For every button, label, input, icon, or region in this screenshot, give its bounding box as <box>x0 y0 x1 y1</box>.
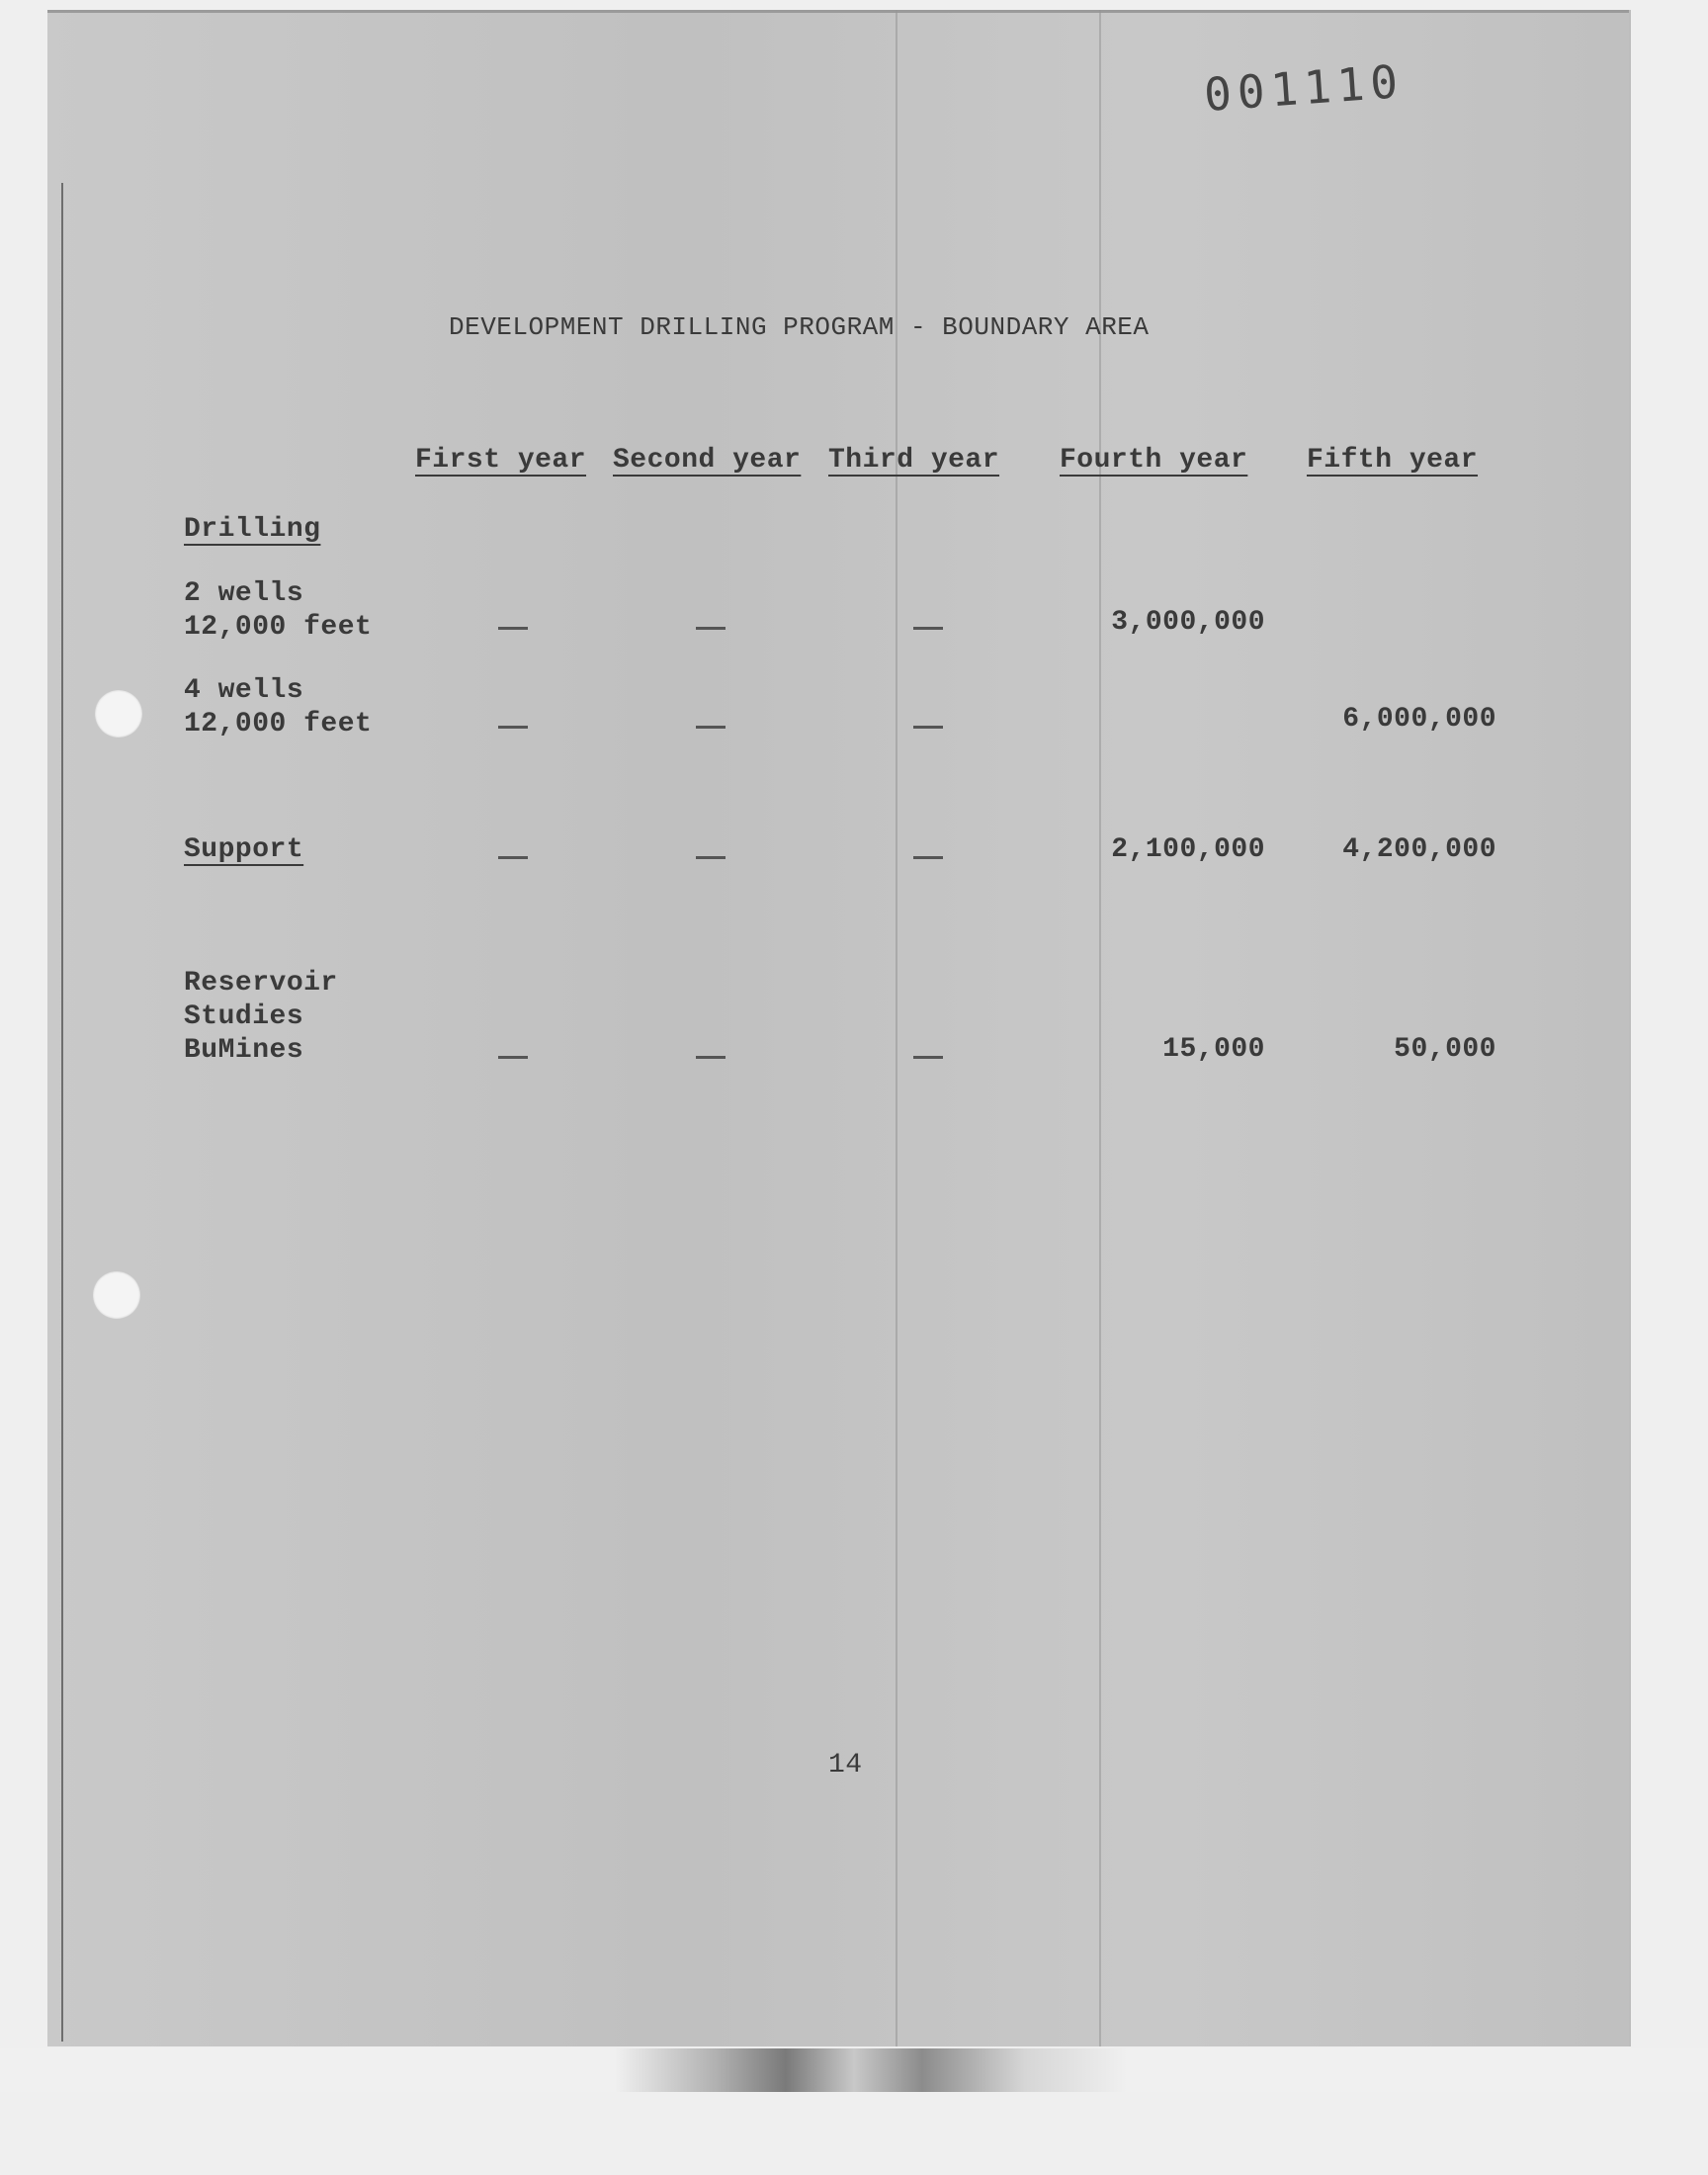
empty-cell-dash <box>913 856 943 859</box>
section-heading-drilling: Drilling <box>184 514 321 545</box>
empty-cell-dash <box>498 627 528 630</box>
row-label-line: Reservoir <box>184 968 338 999</box>
row-label-line: BuMines <box>184 1035 304 1066</box>
row-label-2-wells <box>184 577 372 645</box>
row-label-line: 12,000 feet <box>184 709 373 740</box>
cell-fourth-year: 2,100,000 <box>1111 834 1265 865</box>
empty-cell-dash <box>696 856 726 859</box>
empty-cell-dash <box>498 1056 528 1059</box>
empty-cell-dash <box>913 627 943 630</box>
punch-hole <box>93 1271 140 1319</box>
left-margin-rule <box>61 183 63 2042</box>
empty-cell-dash <box>913 726 943 729</box>
section-heading-support: Support <box>184 834 304 865</box>
column-header-third-year: Third year <box>828 445 1000 476</box>
column-header-first-year: First year <box>415 445 587 476</box>
cell-fifth-year: 6,000,000 <box>1342 704 1496 735</box>
cell-fifth-year: 4,200,000 <box>1342 834 1496 865</box>
paper-sheet <box>47 10 1631 2046</box>
empty-cell-dash <box>696 1056 726 1059</box>
page-number: 14 <box>828 1750 863 1781</box>
cell-fourth-year: 15,000 <box>1162 1034 1265 1065</box>
top-edge <box>47 10 1629 13</box>
empty-cell-dash <box>498 856 528 859</box>
column-header-fourth-year: Fourth year <box>1060 445 1248 476</box>
document-number-stamp: 001110 <box>1202 54 1406 122</box>
row-label-line: 2 wells <box>184 578 304 609</box>
empty-cell-dash <box>696 627 726 630</box>
row-label-reservoir-studies <box>184 967 338 1068</box>
cell-fifth-year: 50,000 <box>1394 1034 1496 1065</box>
cell-fourth-year: 3,000,000 <box>1111 607 1265 638</box>
column-header-second-year: Second year <box>613 445 802 476</box>
row-label-line: Studies <box>184 1001 304 1032</box>
row-label-line: 12,000 feet <box>184 612 373 643</box>
punch-hole <box>95 690 142 738</box>
row-label-line: 4 wells <box>184 675 304 706</box>
row-label-4-wells <box>184 674 372 741</box>
page-title: DEVELOPMENT DRILLING PROGRAM - BOUNDARY AREA <box>449 312 1150 342</box>
empty-cell-dash <box>696 726 726 729</box>
scan-edge-strip <box>0 2048 1708 2092</box>
empty-cell-dash <box>913 1056 943 1059</box>
empty-cell-dash <box>498 726 528 729</box>
column-header-fifth-year: Fifth year <box>1307 445 1479 476</box>
